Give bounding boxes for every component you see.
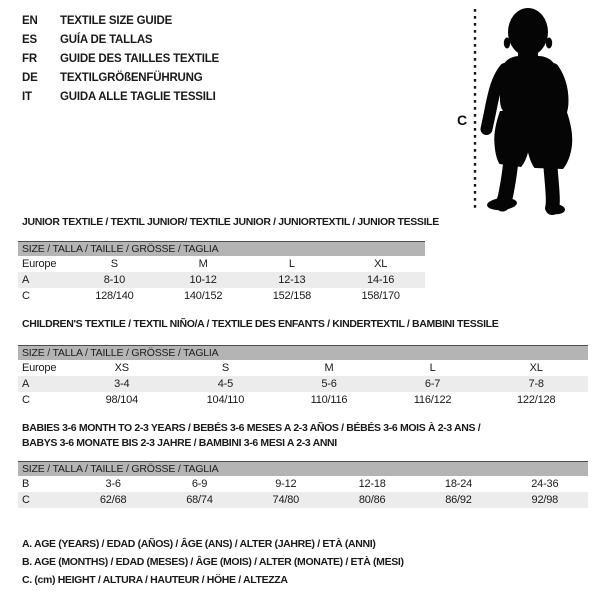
size-cell: 74/80	[272, 494, 300, 506]
size-cell: 8-10	[103, 274, 125, 286]
junior-size-table	[18, 241, 425, 304]
language-code: ES	[22, 33, 37, 46]
size-header-cell: SIZE / TALLA / TAILLE / GRÖSSE / TAGLIA	[18, 242, 425, 257]
language-title: GUIDE DES TAILLES TEXTILE	[60, 52, 219, 65]
size-cell: 3-6	[105, 478, 121, 490]
language-row-de	[22, 68, 219, 87]
size-cell: M	[198, 258, 208, 270]
size-cell: 80/86	[358, 494, 386, 506]
size-cell: 9-12	[275, 478, 297, 490]
size-header-row	[18, 242, 425, 257]
language-row-es	[22, 30, 219, 49]
legend-line-a: A. AGE (YEARS) / EDAD (AÑOS) / ÂGE (ANS) / ALTER (JAHRE) / ETÀ (ANNI)	[22, 538, 376, 550]
size-cell: 122/128	[517, 394, 556, 406]
size-cell: 92/98	[531, 494, 559, 506]
babies-title-line2: BABYS 3-6 MONATE BIS 2-3 JAHRE / BAMBINI 3-6 MESI A 2-3 ANNI	[22, 437, 337, 449]
size-cell: 18-24	[444, 478, 473, 490]
size-cell: M	[324, 362, 334, 374]
toddler-silhouette-icon	[487, 8, 573, 215]
row-label-cell: C	[22, 394, 30, 406]
babies-title-line1: BABIES 3-6 MONTH TO 2-3 YEARS / BEBÉS 3-6 MESES A 2-3 AÑOS / BÉBÉS 3-6 MOIS À 2-3 ANS /	[22, 422, 481, 434]
size-cell: 5-6	[321, 378, 337, 390]
size-cell: XS	[114, 362, 129, 374]
language-list	[22, 11, 219, 106]
row-label-cell: Europe	[22, 258, 57, 270]
size-cell: 110/116	[310, 394, 348, 406]
row-label-cell: B	[22, 478, 30, 490]
size-cell: L	[429, 362, 436, 374]
size-cell: 6-9	[191, 478, 208, 490]
size-cell: 86/92	[445, 494, 472, 506]
language-row-en	[22, 11, 219, 30]
size-cell: XL	[529, 362, 543, 374]
size-cell: 10-12	[189, 274, 217, 286]
junior-table-title: JUNIOR TEXTILE / TEXTIL JUNIOR/ TEXTILE JUNIOR / JUNIORTEXTIL / JUNIOR TESSILE	[22, 216, 439, 228]
table-row-height	[18, 288, 425, 304]
size-cell: 158/170	[361, 290, 400, 302]
row-label-cell: Europe	[22, 362, 57, 374]
legend-line-c: C. (cm) HEIGHT / ALTURA / HAUTEUR / HÖHE / ALTEZZA	[22, 574, 288, 586]
language-title: GUÍA DE TALLAS	[60, 33, 153, 46]
row-label-cell: C	[22, 494, 30, 506]
language-code: FR	[22, 52, 37, 65]
table-row-height	[18, 392, 588, 408]
size-cell: 98/104	[105, 394, 139, 406]
size-cell: 62/68	[99, 494, 127, 506]
size-header-row	[18, 346, 588, 361]
size-cell: 12-13	[278, 274, 306, 286]
size-cell: 7-8	[528, 378, 544, 390]
table-row-age-months	[18, 476, 588, 492]
measure-legend	[22, 535, 404, 589]
size-cell: S	[110, 258, 118, 270]
size-cell: 116/122	[413, 394, 452, 406]
size-cell: L	[288, 258, 295, 270]
size-cell: 6-7	[424, 378, 441, 390]
size-cell: 4-5	[217, 378, 234, 390]
language-code: IT	[22, 90, 32, 103]
children-table-title: CHILDREN'S TEXTILE / TEXTIL NIÑO/A / TEXTILE DES ENFANTS / KINDERTEXTIL / BAMBINI TESSILE	[22, 318, 499, 330]
row-label-cell: A	[22, 274, 30, 286]
table-row-height	[18, 492, 588, 508]
table-row-age	[18, 272, 425, 288]
toddler-figure	[450, 3, 600, 218]
size-cell: 24-36	[531, 478, 559, 490]
size-cell: 128/140	[95, 290, 134, 302]
size-cell: 152/158	[272, 290, 312, 302]
size-header-row	[18, 462, 588, 477]
size-cell: 14-16	[367, 274, 395, 286]
language-title: GUIDA ALLE TAGLIE TESSILI	[60, 90, 216, 103]
legend-line-b: B. AGE (MONTHS) / EDAD (MESES) / ÂGE (MOIS) / ALTER (MONATE) / ETÀ (MESI)	[22, 556, 404, 568]
babies-table-title	[22, 421, 480, 451]
size-cell: 3-4	[114, 378, 130, 390]
size-header-cell: SIZE / TALLA / TAILLE / GRÖSSE / TAGLIA	[18, 346, 588, 361]
table-row-europe	[18, 360, 588, 376]
size-cell: S	[221, 362, 229, 374]
language-code: EN	[22, 14, 38, 27]
row-label-cell: A	[22, 378, 30, 390]
measure-label-c: C	[457, 112, 468, 128]
language-row-it	[22, 87, 219, 106]
language-title: TEXTILGRÖßENFÜHRUNG	[60, 71, 203, 84]
children-size-table	[18, 345, 588, 408]
size-cell: 104/110	[206, 394, 245, 406]
size-cell: 140/152	[183, 290, 223, 302]
size-cell: XL	[374, 258, 388, 270]
language-code: DE	[22, 71, 38, 84]
table-row-age	[18, 376, 588, 392]
babies-size-table	[18, 461, 588, 508]
language-title: TEXTILE SIZE GUIDE	[60, 14, 173, 27]
size-cell: 12-18	[358, 478, 386, 490]
size-header-cell: SIZE / TALLA / TAILLE / GRÖSSE / TAGLIA	[18, 462, 588, 477]
language-row-fr	[22, 49, 219, 68]
row-label-cell: C	[22, 290, 30, 302]
table-row-europe	[18, 256, 425, 272]
size-cell: 68/74	[186, 494, 213, 506]
